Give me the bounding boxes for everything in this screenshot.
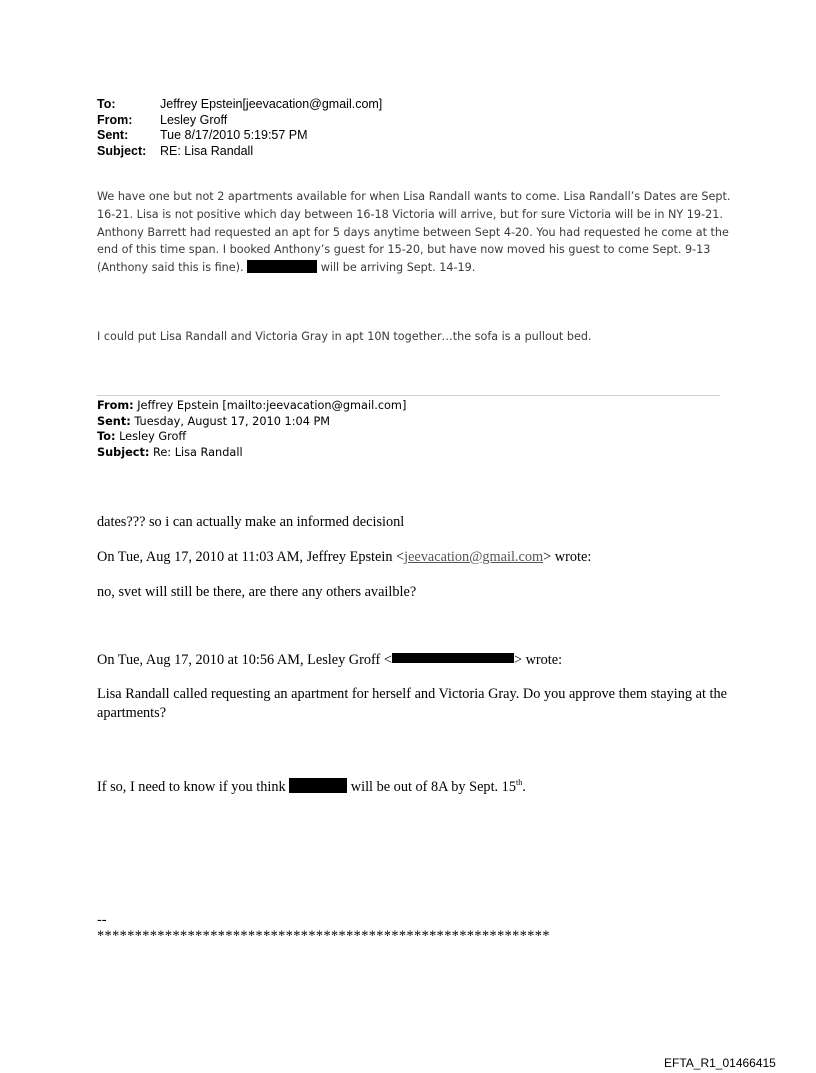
redaction-block — [289, 778, 347, 793]
forwarded-header — [97, 398, 406, 460]
line4-suffix: will be out of 8A by Sept. 15 — [350, 778, 516, 795]
quote2-prefix: On Tue, Aug 17, 2010 at 10:56 AM, Lesley Groff < — [97, 652, 392, 668]
fwd-from-value: Jeffrey Epstein [mailto:jeevacation@gmail.com] — [137, 399, 407, 412]
document-id: EFTA_R1_01466415 — [664, 1056, 776, 1070]
signature-stars: ************************************************************ — [97, 928, 550, 944]
from-label: From: — [97, 112, 133, 127]
fwd-sent-value: Tuesday, August 17, 2010 1:04 PM — [134, 414, 331, 428]
sent-label: Sent: — [97, 128, 129, 142]
line4-end: . — [522, 778, 526, 795]
reply-paragraph-1 — [97, 188, 737, 277]
thread-line-3: Lisa Randall called requesting an apartment for herself and Victoria Gray. Do you approve them staying at the apartments? — [97, 686, 727, 721]
reply-text: We have one but not 2 apartments available for when Lisa Randall wants to come. Lisa Randall’s Dates are Sept. 16-21. Lisa is not positive which day between 16-18 Victoria will arrive, but for sure Victoria will be in NY 19-21. Anthony Barrett had requested an apt for 5 days anytime between Sept 4-20. You had requested he come at the end of this time span. I booked Anthony’s guest for 15-20, but have now moved his guest to come Sept. 9-13 (Anthony said this is fine). — [97, 190, 731, 275]
line4-prefix: If so, I need to know if you think — [97, 778, 286, 795]
fwd-to-label: To: — [97, 430, 116, 443]
subject-label: Subject: — [97, 143, 147, 158]
sent-value: Tue 8/17/2010 5:19:57 PM — [160, 128, 308, 142]
redaction-block — [247, 260, 317, 273]
line4-sup: th — [515, 778, 523, 787]
reply-paragraph-2: I could put Lisa Randall and Victoria Gray in apt 10N together…the sofa is a pullout bed. — [97, 330, 592, 343]
signature-dashes: -- — [97, 912, 107, 928]
quote2-suffix: > wrote: — [513, 652, 563, 668]
quote1-suffix: > wrote: — [543, 549, 592, 565]
fwd-subject-value: Re: Lisa Randall — [153, 445, 243, 459]
to-value: Jeffrey Epstein[jeevacation@gmail.com] — [160, 97, 383, 111]
subject-value: RE: Lisa Randall — [160, 143, 254, 158]
divider — [97, 395, 720, 396]
email-header — [97, 97, 382, 159]
fwd-from-label: From: — [97, 399, 134, 412]
email-link[interactable]: jeevacation@gmail.com — [404, 549, 544, 565]
to-label: To: — [97, 97, 116, 111]
thread-line-1: dates??? so i can actually make an informed decisionl — [97, 514, 405, 530]
from-value: Lesley Groff — [160, 112, 228, 127]
quote1-prefix: On Tue, Aug 17, 2010 at 11:03 AM, Jeffrey Epstein < — [97, 549, 405, 565]
thread-line-2: no, svet will still be there, are there any others availble? — [97, 584, 417, 600]
redaction-block — [392, 653, 514, 663]
thread-line-4 — [97, 773, 526, 797]
quote-header-1 — [97, 548, 591, 567]
reply-text-end: will be arriving Sept. 14-19. — [320, 261, 476, 275]
fwd-to-value: Lesley Groff — [119, 430, 187, 443]
quote-header-2 — [97, 651, 562, 670]
fwd-sent-label: Sent: — [97, 414, 131, 428]
fwd-subject-label: Subject: — [97, 445, 150, 459]
